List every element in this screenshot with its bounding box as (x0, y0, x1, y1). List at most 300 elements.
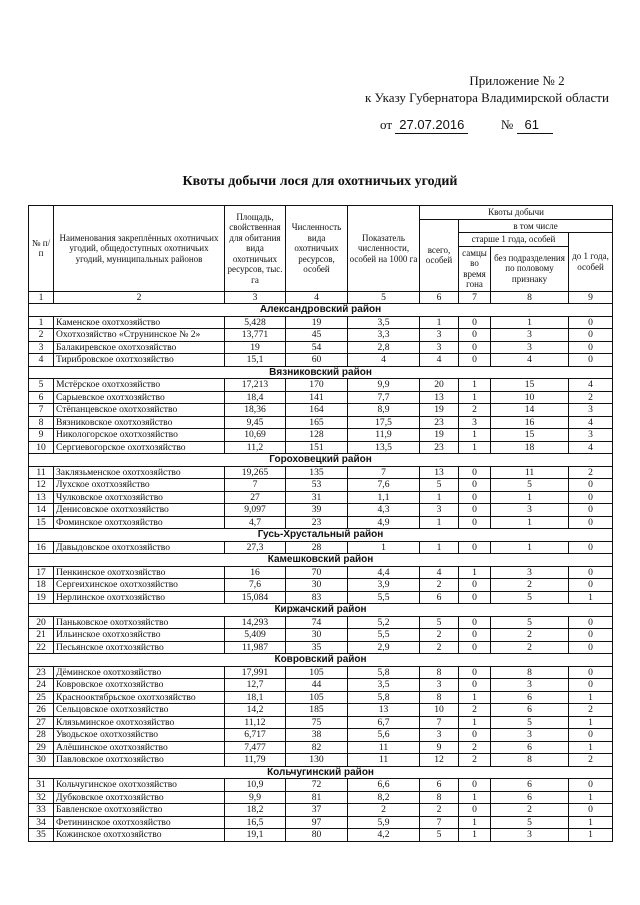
population-value: 128 (286, 429, 348, 442)
table-row (29, 541, 613, 554)
table-row (29, 791, 613, 804)
population-value: 83 (286, 591, 348, 604)
population-value: 151 (286, 441, 348, 454)
row-number: 12 (29, 479, 54, 492)
area-value: 11,987 (225, 641, 286, 654)
area-value: 9,9 (225, 791, 286, 804)
hunting-ground-name: Песьянское охотхозяйство (54, 641, 225, 654)
density-value: 2,9 (348, 641, 420, 654)
row-number: 8 (29, 416, 54, 429)
hunting-ground-name: Лухское охотхозяйство (54, 479, 225, 492)
quota-no-sex: 5 (491, 816, 569, 829)
quota-males-rut: 0 (459, 354, 491, 367)
col-number: 3 (225, 291, 286, 304)
density-value: 4,4 (348, 566, 420, 579)
quota-total: 3 (420, 729, 459, 742)
area-value: 9,45 (225, 416, 286, 429)
hunting-ground-name: Сельцовское охотхозяйство (54, 704, 225, 717)
hunting-ground-name: Заклязьменское охотхозяйство (54, 466, 225, 479)
hunting-ground-name: Алёшинское охотхозяйство (54, 741, 225, 754)
col-number: 9 (569, 291, 613, 304)
area-value: 17,991 (225, 666, 286, 679)
quota-no-sex: 2 (491, 579, 569, 592)
area-value: 15,1 (225, 354, 286, 367)
quota-males-rut: 1 (459, 379, 491, 392)
row-number: 31 (29, 779, 54, 792)
row-number: 24 (29, 679, 54, 692)
population-value: 19 (286, 316, 348, 329)
quota-males-rut: 0 (459, 516, 491, 529)
row-number: 21 (29, 629, 54, 642)
quota-males-rut: 0 (459, 779, 491, 792)
quota-total: 8 (420, 791, 459, 804)
quota-no-sex: 6 (491, 691, 569, 704)
hunting-ground-name: Тирибровское охотхозяйство (54, 354, 225, 367)
quota-under1: 2 (569, 704, 613, 717)
row-number: 26 (29, 704, 54, 717)
quota-total: 12 (420, 754, 459, 767)
table-row (29, 329, 613, 342)
density-value: 4,2 (348, 829, 420, 842)
hunting-ground-name: Охотхозяйство «Струнинское № 2» (54, 329, 225, 342)
quota-total: 6 (420, 591, 459, 604)
hunting-ground-name: Красноoктябрьское охотхозяйство (54, 691, 225, 704)
row-number: 10 (29, 441, 54, 454)
quota-total: 8 (420, 666, 459, 679)
quota-males-rut: 1 (459, 791, 491, 804)
district-name: Вязниковский район (29, 366, 613, 379)
area-value: 11,2 (225, 441, 286, 454)
quota-under1: 0 (569, 579, 613, 592)
quota-males-rut: 2 (459, 741, 491, 754)
area-value: 19,1 (225, 829, 286, 842)
hunting-ground-name: Фоминское охотхозяйство (54, 516, 225, 529)
quota-males-rut: 0 (459, 579, 491, 592)
col-header-density: Показатель численности, особей на 1000 га (348, 206, 420, 292)
row-number: 15 (29, 516, 54, 529)
density-value: 4,9 (348, 516, 420, 529)
table-row (29, 816, 613, 829)
row-number: 20 (29, 616, 54, 629)
quota-total: 20 (420, 379, 459, 392)
district-row (29, 529, 613, 542)
density-value: 4 (348, 354, 420, 367)
quota-no-sex: 8 (491, 666, 569, 679)
quota-total: 2 (420, 579, 459, 592)
quota-total: 3 (420, 329, 459, 342)
area-value: 4,7 (225, 516, 286, 529)
hunting-ground-name: Дёминское охотхозяйство (54, 666, 225, 679)
table-body (29, 291, 613, 841)
quota-no-sex: 3 (491, 829, 569, 842)
quota-males-rut: 0 (459, 666, 491, 679)
hunting-ground-name: Вязниковское охотхозяйство (54, 416, 225, 429)
row-number: 1 (29, 316, 54, 329)
population-value: 141 (286, 391, 348, 404)
quota-total: 5 (420, 479, 459, 492)
decree-date-line (362, 116, 612, 134)
quota-under1: 0 (569, 516, 613, 529)
hunting-ground-name: Чулковское охотхозяйство (54, 491, 225, 504)
quota-males-rut: 0 (459, 616, 491, 629)
row-number: 3 (29, 341, 54, 354)
table-row (29, 729, 613, 742)
population-value: 75 (286, 716, 348, 729)
document-header (362, 72, 612, 134)
col-header-no-sex: без подразделения по половому признаку (491, 246, 569, 291)
decree-number: 61 (517, 116, 553, 134)
quota-under1: 4 (569, 416, 613, 429)
quota-no-sex: 1 (491, 516, 569, 529)
table-row (29, 479, 613, 492)
density-value: 4,3 (348, 504, 420, 517)
quota-under1: 0 (569, 541, 613, 554)
col-header-population: Численность вида охотничьих ресурсов, особей (286, 206, 348, 292)
population-value: 28 (286, 541, 348, 554)
quota-total: 8 (420, 691, 459, 704)
density-value: 5,9 (348, 816, 420, 829)
col-header-under1: до 1 года, особей (569, 233, 613, 292)
table-row (29, 579, 613, 592)
table-row (29, 429, 613, 442)
quota-table (28, 205, 613, 842)
col-header-total: всего, особей (420, 219, 459, 291)
density-value: 13 (348, 704, 420, 717)
hunting-ground-name: Мстёрское охотхозяйство (54, 379, 225, 392)
quota-total: 13 (420, 466, 459, 479)
quota-under1: 0 (569, 729, 613, 742)
quota-males-rut: 0 (459, 479, 491, 492)
quota-under1: 0 (569, 666, 613, 679)
area-value: 5,409 (225, 629, 286, 642)
population-value: 81 (286, 791, 348, 804)
quota-males-rut: 1 (459, 391, 491, 404)
quota-males-rut: 2 (459, 404, 491, 417)
quota-under1: 1 (569, 829, 613, 842)
area-value: 19 (225, 341, 286, 354)
hunting-ground-name: Ковровское охотхозяйство (54, 679, 225, 692)
area-value: 7 (225, 479, 286, 492)
population-value: 35 (286, 641, 348, 654)
col-number: 4 (286, 291, 348, 304)
quota-no-sex: 3 (491, 566, 569, 579)
quota-total: 19 (420, 429, 459, 442)
quota-under1: 0 (569, 354, 613, 367)
area-value: 11,79 (225, 754, 286, 767)
quota-under1: 0 (569, 641, 613, 654)
district-row (29, 654, 613, 667)
population-value: 97 (286, 816, 348, 829)
number-label: № (500, 117, 514, 132)
col-number: 2 (54, 291, 225, 304)
area-value: 27,3 (225, 541, 286, 554)
hunting-ground-name: Пенкинское охотхозяйство (54, 566, 225, 579)
district-name: Ковровский район (29, 654, 613, 667)
col-number: 7 (459, 291, 491, 304)
quota-total: 19 (420, 404, 459, 417)
population-value: 37 (286, 804, 348, 817)
population-value: 30 (286, 629, 348, 642)
district-row (29, 366, 613, 379)
quota-total: 3 (420, 679, 459, 692)
area-value: 14,2 (225, 704, 286, 717)
population-value: 31 (286, 491, 348, 504)
density-value: 6,6 (348, 779, 420, 792)
quota-no-sex: 3 (491, 504, 569, 517)
quota-total: 7 (420, 816, 459, 829)
quota-males-rut: 1 (459, 716, 491, 729)
decree-reference: к Указу Губернатора Владимирской области (365, 90, 609, 105)
table-row (29, 704, 613, 717)
quota-males-rut: 0 (459, 679, 491, 692)
col-header-name: Наименования закреплённых охотничьих угодий, общедоступных охотничьих угодий, муниципальных районов (54, 206, 225, 292)
table-row (29, 616, 613, 629)
hunting-ground-name: Сергеихинское охотхозяйство (54, 579, 225, 592)
population-value: 105 (286, 666, 348, 679)
area-value: 15,084 (225, 591, 286, 604)
quota-males-rut: 0 (459, 729, 491, 742)
density-value: 7,7 (348, 391, 420, 404)
area-value: 27 (225, 491, 286, 504)
hunting-ground-name: Дубковское охотхозяйство (54, 791, 225, 804)
area-value: 12,7 (225, 679, 286, 692)
quota-no-sex: 5 (491, 716, 569, 729)
table-row (29, 591, 613, 604)
table-row (29, 779, 613, 792)
density-value: 11 (348, 741, 420, 754)
quota-no-sex: 6 (491, 704, 569, 717)
row-number: 6 (29, 391, 54, 404)
quota-under1: 1 (569, 716, 613, 729)
table-header (29, 206, 613, 292)
table-row (29, 441, 613, 454)
hunting-ground-name: Паньковское охотхозяйство (54, 616, 225, 629)
quota-males-rut: 0 (459, 466, 491, 479)
quota-no-sex: 15 (491, 379, 569, 392)
table-row (29, 566, 613, 579)
quota-under1: 0 (569, 779, 613, 792)
quota-no-sex: 2 (491, 629, 569, 642)
quota-under1: 2 (569, 391, 613, 404)
row-number: 2 (29, 329, 54, 342)
population-value: 45 (286, 329, 348, 342)
table-row (29, 354, 613, 367)
quota-males-rut: 0 (459, 629, 491, 642)
quota-under1: 1 (569, 691, 613, 704)
row-number: 22 (29, 641, 54, 654)
district-name: Киржачский район (29, 604, 613, 617)
row-number: 7 (29, 404, 54, 417)
district-name: Гороховецкий район (29, 454, 613, 467)
quota-no-sex: 3 (491, 329, 569, 342)
population-value: 74 (286, 616, 348, 629)
quota-total: 4 (420, 566, 459, 579)
quota-males-rut: 0 (459, 341, 491, 354)
population-value: 82 (286, 741, 348, 754)
area-value: 18,4 (225, 391, 286, 404)
table-row (29, 679, 613, 692)
row-number: 33 (29, 804, 54, 817)
quota-males-rut: 1 (459, 691, 491, 704)
table-row (29, 741, 613, 754)
district-row (29, 454, 613, 467)
hunting-ground-name: Никологорское охотхозяйство (54, 429, 225, 442)
area-value: 16,5 (225, 816, 286, 829)
quota-males-rut: 0 (459, 316, 491, 329)
quota-males-rut: 2 (459, 704, 491, 717)
quota-no-sex: 4 (491, 354, 569, 367)
col-number: 8 (491, 291, 569, 304)
row-number: 9 (29, 429, 54, 442)
quota-total: 1 (420, 516, 459, 529)
col-header-older: старше 1 года, особей (459, 233, 569, 247)
appendix-label: Приложение № 2 (469, 73, 565, 88)
row-number: 11 (29, 466, 54, 479)
population-value: 130 (286, 754, 348, 767)
density-value: 3,9 (348, 579, 420, 592)
population-value: 80 (286, 829, 348, 842)
row-number: 27 (29, 716, 54, 729)
row-number: 23 (29, 666, 54, 679)
population-value: 105 (286, 691, 348, 704)
population-value: 165 (286, 416, 348, 429)
quota-under1: 0 (569, 329, 613, 342)
area-value: 7,6 (225, 579, 286, 592)
quota-no-sex: 14 (491, 404, 569, 417)
table-row (29, 754, 613, 767)
table-row (29, 341, 613, 354)
table-row (29, 629, 613, 642)
col-number: 6 (420, 291, 459, 304)
col-header-quota-group: Квоты добычи (420, 206, 613, 220)
quota-under1: 2 (569, 754, 613, 767)
row-number: 28 (29, 729, 54, 742)
quota-under1: 0 (569, 341, 613, 354)
quota-total: 6 (420, 779, 459, 792)
quota-total: 23 (420, 441, 459, 454)
quota-total: 1 (420, 316, 459, 329)
quota-under1: 1 (569, 741, 613, 754)
density-value: 3,5 (348, 316, 420, 329)
density-value: 8,2 (348, 791, 420, 804)
quota-no-sex: 3 (491, 341, 569, 354)
col-header-incl: в том числе (459, 219, 613, 233)
quota-no-sex: 1 (491, 491, 569, 504)
population-value: 54 (286, 341, 348, 354)
population-value: 185 (286, 704, 348, 717)
density-value: 1,1 (348, 491, 420, 504)
quota-males-rut: 1 (459, 429, 491, 442)
row-number: 29 (29, 741, 54, 754)
quota-under1: 0 (569, 566, 613, 579)
quota-total: 5 (420, 829, 459, 842)
row-number: 14 (29, 504, 54, 517)
density-value: 8,9 (348, 404, 420, 417)
quota-under1: 0 (569, 679, 613, 692)
quota-no-sex: 6 (491, 741, 569, 754)
quota-total: 1 (420, 541, 459, 554)
quota-no-sex: 15 (491, 429, 569, 442)
density-value: 17,5 (348, 416, 420, 429)
population-value: 44 (286, 679, 348, 692)
quota-under1: 0 (569, 629, 613, 642)
row-number: 17 (29, 566, 54, 579)
row-number: 25 (29, 691, 54, 704)
row-number: 19 (29, 591, 54, 604)
quota-no-sex: 2 (491, 641, 569, 654)
density-value: 5,6 (348, 729, 420, 742)
quota-under1: 1 (569, 791, 613, 804)
quota-males-rut: 0 (459, 591, 491, 604)
row-number: 35 (29, 829, 54, 842)
quota-males-rut: 1 (459, 816, 491, 829)
quota-no-sex: 2 (491, 804, 569, 817)
quota-under1: 4 (569, 441, 613, 454)
quota-under1: 0 (569, 491, 613, 504)
quota-no-sex: 1 (491, 316, 569, 329)
table-row (29, 504, 613, 517)
table-row (29, 641, 613, 654)
area-value: 14,293 (225, 616, 286, 629)
district-row (29, 554, 613, 567)
table-row (29, 666, 613, 679)
quota-no-sex: 10 (491, 391, 569, 404)
population-value: 23 (286, 516, 348, 529)
quota-no-sex: 3 (491, 679, 569, 692)
row-number: 32 (29, 791, 54, 804)
row-number: 13 (29, 491, 54, 504)
area-value: 7,477 (225, 741, 286, 754)
area-value: 10,9 (225, 779, 286, 792)
quota-total: 2 (420, 629, 459, 642)
row-number: 16 (29, 541, 54, 554)
hunting-ground-name: Нерлинское охотхозяйство (54, 591, 225, 604)
hunting-ground-name: Ильинское охотхозяйство (54, 629, 225, 642)
density-value: 2,8 (348, 341, 420, 354)
quota-no-sex: 6 (491, 791, 569, 804)
quota-no-sex: 8 (491, 754, 569, 767)
col-header-num: № п/п (29, 206, 54, 292)
area-value: 5,428 (225, 316, 286, 329)
table-row (29, 516, 613, 529)
quota-males-rut: 0 (459, 329, 491, 342)
quota-males-rut: 1 (459, 829, 491, 842)
hunting-ground-name: Клязьминское охотхозяйство (54, 716, 225, 729)
quota-under1: 1 (569, 591, 613, 604)
hunting-ground-name: Кольчугинское охотхозяйство (54, 779, 225, 792)
hunting-ground-name: Стёпанцевское охотхозяйство (54, 404, 225, 417)
quota-no-sex: 5 (491, 616, 569, 629)
population-value: 72 (286, 779, 348, 792)
density-value: 3,5 (348, 679, 420, 692)
table-row (29, 404, 613, 417)
density-value: 11 (348, 754, 420, 767)
quota-under1: 0 (569, 804, 613, 817)
quota-under1: 3 (569, 429, 613, 442)
row-number: 5 (29, 379, 54, 392)
area-value: 6,717 (225, 729, 286, 742)
district-row (29, 766, 613, 779)
area-value: 18,36 (225, 404, 286, 417)
population-value: 170 (286, 379, 348, 392)
district-name: Гусь-Хрустальный район (29, 529, 613, 542)
quota-under1: 2 (569, 466, 613, 479)
quota-total: 5 (420, 616, 459, 629)
quota-total: 3 (420, 504, 459, 517)
quota-total: 2 (420, 641, 459, 654)
area-value: 10,69 (225, 429, 286, 442)
table-row (29, 379, 613, 392)
